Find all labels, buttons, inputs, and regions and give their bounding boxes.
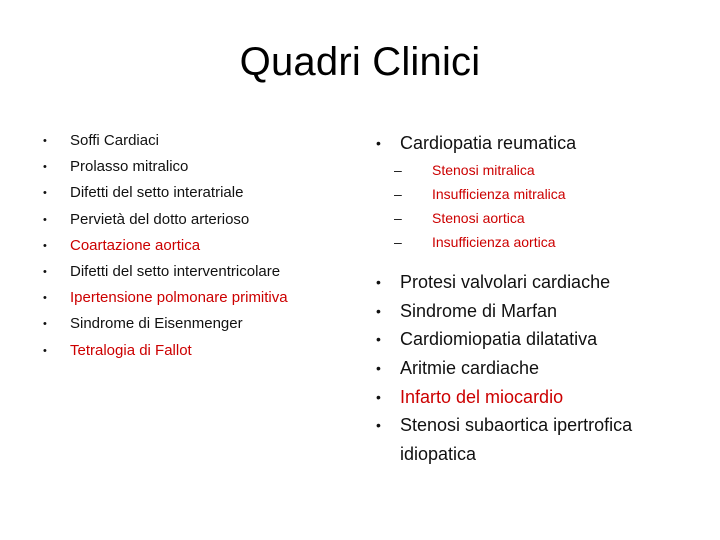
list-item-label: Prolasso mitralico: [70, 158, 189, 176]
list-item-label: Coartazione aortica: [70, 236, 201, 254]
bullet-icon: •: [376, 135, 381, 151]
bullet-icon: •: [376, 302, 381, 319]
right-main-list: [376, 268, 706, 469]
list-item: [376, 297, 706, 326]
bullet-icon: •: [376, 417, 381, 434]
bullet-icon: •: [376, 331, 381, 348]
list-item: [376, 383, 706, 412]
list-item: [40, 180, 340, 206]
list-item: [376, 411, 706, 468]
list-item-label: Cardiomiopatia dilatativa: [400, 329, 598, 350]
rheumatic-heading: Cardiopatia reumatica: [400, 133, 577, 153]
list-item: [40, 311, 340, 337]
sub-list-item: [394, 206, 706, 230]
list-item: [40, 338, 340, 364]
list-item: [40, 233, 340, 259]
list-item-label: Sindrome di Marfan: [400, 300, 558, 321]
list-item-label: Difetti del setto interventricolare: [70, 262, 281, 280]
left-bullet-list: [40, 128, 340, 364]
sub-list-item-label: Insufficienza mitralica: [432, 186, 566, 202]
list-item-label: Soffi Cardiaci: [70, 132, 159, 149]
bullet-icon: •: [43, 187, 47, 200]
bullet-icon: •: [43, 135, 47, 147]
bullet-icon: •: [43, 161, 47, 174]
bullet-icon: •: [376, 274, 381, 290]
sub-list-item: [394, 182, 706, 206]
list-item-label: Ipertensione polmonare primitiva: [70, 289, 288, 307]
bullet-icon: •: [43, 292, 47, 305]
sub-list-item: [394, 230, 706, 254]
bullet-icon: •: [43, 213, 47, 226]
list-item: [40, 285, 340, 311]
list-item-label: Difetti del setto interatriale: [70, 184, 244, 202]
list-item: [40, 154, 340, 180]
dash-icon: –: [394, 210, 402, 226]
list-item: [376, 325, 706, 354]
list-item-label: Stenosi subaortica ipertrofica idiopatica: [400, 415, 633, 465]
dash-icon: –: [394, 162, 402, 178]
bullet-icon: •: [43, 265, 47, 278]
list-item: [40, 128, 340, 154]
dash-icon: –: [394, 186, 402, 202]
sub-list-item-label: Stenosi mitralica: [432, 162, 535, 178]
list-item-label: Sindrome di Eisenmenger: [70, 315, 243, 333]
list-item-label: Infarto del miocardio: [400, 386, 564, 407]
sub-list: [394, 158, 706, 254]
bullet-icon: •: [43, 344, 47, 357]
sub-list-item-label: Insufficienza aortica: [432, 234, 556, 250]
bullet-icon: •: [43, 318, 47, 331]
dash-icon: –: [394, 234, 402, 250]
bullet-icon: •: [376, 360, 381, 377]
bullet-icon: •: [43, 239, 47, 252]
list-item-label: Protesi valvolari cardiache: [400, 272, 611, 292]
bullet-icon: •: [376, 388, 381, 405]
slide-title: Quadri Clinici: [239, 40, 481, 84]
list-item-label: Aritmie cardiache: [400, 358, 540, 379]
list-item: [376, 128, 706, 158]
sub-list-item: [394, 158, 706, 182]
list-item-label: Pervietà del dotto arterioso: [70, 210, 250, 228]
list-item: [40, 207, 340, 233]
list-item: [376, 354, 706, 383]
list-item: [376, 268, 706, 297]
right-bullet-list: [376, 128, 706, 469]
list-item: [40, 259, 340, 285]
list-item-label: Tetralogia di Fallot: [70, 341, 192, 359]
sub-list-item-label: Stenosi aortica: [432, 210, 525, 226]
